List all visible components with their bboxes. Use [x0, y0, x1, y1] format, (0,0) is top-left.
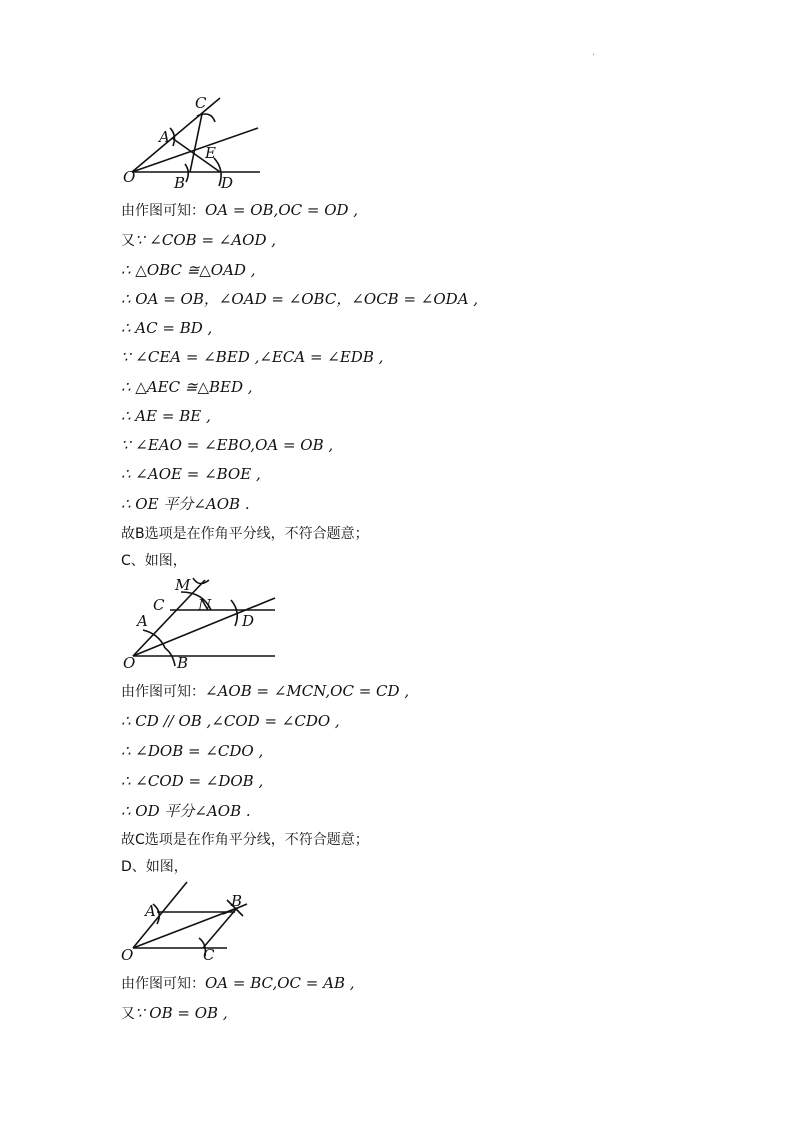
figure-d: [115, 878, 265, 968]
line-math: ∵ ∠CEA = ∠BED ,∠ECA = ∠EDB ,: [121, 348, 384, 366]
line-math: ∴ CD // OB ,∠COD = ∠CDO ,: [121, 712, 340, 730]
figure-c-svg: [115, 570, 285, 675]
solution-line: [121, 771, 263, 792]
label-b: B: [174, 174, 186, 192]
line-text-zh: 由作图可知：: [121, 203, 205, 219]
line-math: ∴ AC = BD ,: [121, 319, 213, 337]
line-math: ∴ OE 平分∠AOB .: [121, 495, 250, 513]
solution-line: [121, 464, 261, 485]
solution-line: [121, 829, 369, 850]
arc-c: [197, 114, 215, 122]
solution-line: [121, 260, 256, 281]
label-o: O: [121, 946, 134, 964]
solution-line: [121, 377, 253, 398]
line-math: ∠AOB = ∠MCN,OC = CD ,: [205, 682, 410, 700]
label-o: O: [123, 168, 136, 186]
solution-line: [121, 681, 409, 702]
line-math: ∴ △AEC ≅△BED ,: [121, 378, 253, 396]
label-d: D: [242, 612, 255, 630]
line-text-zh: 又: [121, 233, 135, 249]
page-marker: ·: [592, 50, 596, 61]
line-text-zh: 由作图可知：: [121, 976, 205, 992]
arc-b: [185, 164, 188, 182]
arc-d: [231, 600, 237, 626]
line-text-zh: 由作图可知：: [121, 684, 205, 700]
solution-line: [121, 289, 478, 310]
solution-line: [121, 741, 263, 762]
figure-d-svg: [115, 878, 265, 968]
label-c: C: [195, 94, 207, 112]
solution-line: [121, 347, 383, 368]
solution-line: [121, 550, 187, 571]
solution-line: [121, 435, 333, 456]
line-math: OA = BC,OC = AB ,: [205, 974, 355, 992]
line-math: ∴ OD 平分∠AOB .: [121, 802, 251, 820]
line-math: ∴ △OBC ≅△OAD ,: [121, 261, 256, 279]
label-a: A: [159, 128, 170, 146]
line-math: ∵ ∠COB = ∠AOD ,: [135, 231, 277, 249]
solution-line: [121, 406, 211, 427]
line-math: ∴ OA = OB，∠OAD = ∠OBC，∠OCB = ∠ODA ,: [121, 290, 479, 308]
label-m: M: [175, 576, 191, 594]
arc-m: [193, 578, 209, 584]
solution-line: [121, 230, 276, 251]
solution-line: [121, 1003, 228, 1024]
label-b: B: [177, 654, 189, 672]
arc-a: [170, 128, 174, 146]
line-text-zh: C、如图，: [121, 553, 187, 569]
label-n: N: [198, 596, 212, 614]
figure-c: [115, 570, 285, 675]
line-text-zh: 故C选项是在作角平分线，不符合题意；: [121, 832, 369, 848]
line-math: ∵ OB = OB ,: [135, 1004, 228, 1022]
label-o: O: [123, 654, 136, 672]
arc-b: [165, 648, 175, 666]
label-c: C: [203, 946, 215, 964]
solution-line: [121, 318, 212, 339]
line-text-zh: D、如图，: [121, 859, 188, 875]
solution-line: [121, 973, 355, 994]
solution-line: [121, 801, 251, 822]
label-b: B: [231, 892, 243, 910]
line-math: ∴ ∠AOE = ∠BOE ,: [121, 465, 261, 483]
solution-line: [121, 523, 369, 544]
line-math: OA = OB,OC = OD ,: [205, 201, 359, 219]
label-e: E: [205, 144, 216, 162]
label-a: A: [145, 902, 156, 920]
solution-line: [121, 856, 188, 877]
solution-line: [121, 711, 340, 732]
line-text-zh: 又: [121, 1006, 135, 1022]
solution-line: [121, 200, 358, 221]
line-math: ∵ ∠EAO = ∠EBO,OA = OB ,: [121, 436, 334, 454]
line-math: ∴ ∠DOB = ∠CDO ,: [121, 742, 264, 760]
label-c: C: [153, 596, 165, 614]
line-math: ∴ ∠COD = ∠DOB ,: [121, 772, 264, 790]
solution-line: [121, 494, 250, 515]
figure-b-svg: [115, 90, 275, 195]
line-text-zh: 故B选项是在作角平分线，不符合题意；: [121, 526, 369, 542]
label-d: D: [221, 174, 234, 192]
figure-b: [115, 90, 275, 195]
label-a: A: [137, 612, 148, 630]
line-math: ∴ AE = BE ,: [121, 407, 211, 425]
